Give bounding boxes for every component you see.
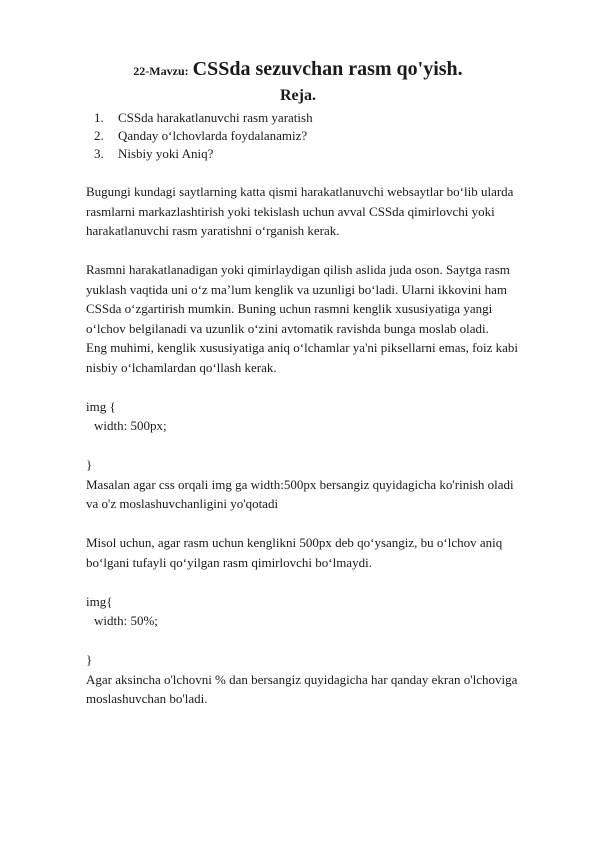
paragraph-intro-line: rasmlarni markazlashtirish yoki tekislash uchun avval CSSda qimirlovchi yoki <box>86 203 495 219</box>
paragraph-percent-example-line: moslashuvchan bo'ladi. <box>86 691 208 706</box>
spacer <box>86 377 556 397</box>
paragraph-explanation-line: CSSda o‘zgartirish mumkin. Buning uchun rasmni kenglik xususiyatiga yangi <box>86 301 493 316</box>
spacer <box>86 436 556 456</box>
plan-item <box>94 109 313 127</box>
plan-item-number: 2. <box>94 128 104 143</box>
spacer <box>86 572 556 592</box>
paragraph-explanation-line: yuklash vaqtida uni o‘z ma’lum kenglik va uzunligi bo‘ladi. Ularni ikkovini ham <box>86 281 507 297</box>
code-example-2-line: } <box>86 652 93 667</box>
paragraph-pixel-example-line: va o'z moslashuvchanligini yo'qotadi <box>86 496 279 511</box>
spacer <box>86 241 556 261</box>
page-title <box>0 58 596 81</box>
plan-item-number: 1. <box>94 110 104 125</box>
plan-list <box>94 109 313 163</box>
body-text <box>86 182 556 709</box>
paragraph-intro-line: harakatlanuvchi rasm yaratishni o‘rganish kerak. <box>86 223 340 238</box>
spacer <box>86 514 556 534</box>
paragraph-explanation-line: Eng muhimi, kenglik xususiyatiga aniq o‘lchamlar ya'ni piksellarni emas, foiz kabi <box>86 340 518 355</box>
code-example-1-line: } <box>86 457 93 472</box>
paragraph-pixel-example-line: Masalan agar css orqali img ga width:500px bersangiz quyidagicha ko'rinish oladi <box>86 476 514 492</box>
plan-item-text: Qanday o‘lchovlarda foydalanamiz? <box>118 128 308 143</box>
plan-item <box>94 127 313 145</box>
plan-heading: Reja. <box>280 87 316 104</box>
code-example-2-line: width: 50%; <box>94 613 158 628</box>
plan-item-text: Nisbiy yoki Aniq? <box>118 146 214 161</box>
code-example-1-line: img { <box>86 398 116 414</box>
plan-item-text: CSSda harakatlanuvchi rasm yaratish <box>118 110 313 125</box>
code-example-1-line: width: 500px; <box>94 418 167 433</box>
paragraph-explanation-line: Rasmni harakatlanadigan yoki qimirlaydigan qilish aslida juda oson. Saytga rasm <box>86 262 510 277</box>
paragraph-explanation-line: nisbiy o‘lchamlardan qo‘llash kerak. <box>86 359 277 375</box>
plan-item-number: 3. <box>94 146 104 161</box>
title-prefix: 22-Mavzu: <box>133 64 189 78</box>
title-main: CSSda sezuvchan rasm qo'yish. <box>192 58 463 80</box>
paragraph-percent-example-line: Agar aksincha o'lchovni % dan bersangiz quyidagicha har qanday ekran o'lchoviga <box>86 671 518 687</box>
paragraph-fixed-width-line: Misol uchun, agar rasm uchun kenglikni 500px deb qo‘ysangiz, bu o‘lchov aniq <box>86 535 503 550</box>
paragraph-fixed-width-line: bo‘lgani tufayli qo‘yilgan rasm qimirlovchi bo‘lmaydi. <box>86 554 372 570</box>
plan-item <box>94 145 313 163</box>
paragraph-intro-line: Bugungi kundagi saytlarning katta qismi harakatlanuvchi websaytlar bo‘lib ularda <box>86 184 514 199</box>
code-example-2-line: img{ <box>86 593 113 609</box>
paragraph-explanation-line: o‘lchov belgilanadi va uzunlik o‘zini avtomatik ravishda bunga moslab oladi. <box>86 320 489 336</box>
spacer <box>86 631 556 651</box>
